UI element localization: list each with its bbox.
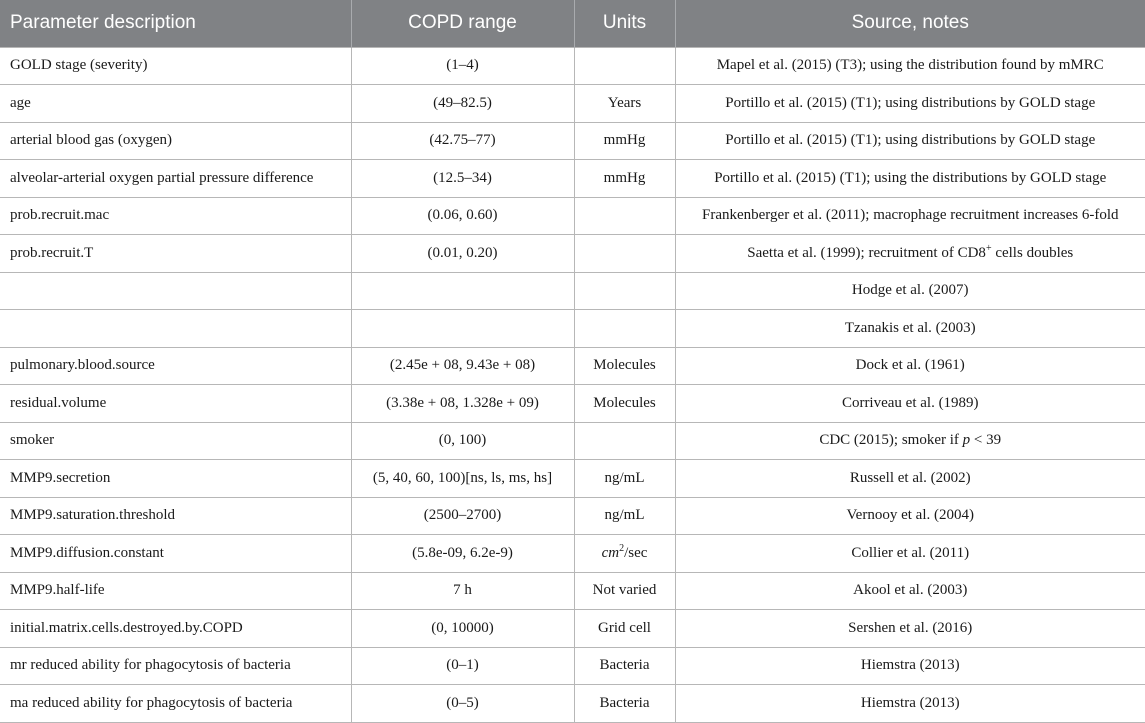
cell-range: (0, 10000) <box>351 610 574 648</box>
cell-units: Grid cell <box>574 610 675 648</box>
table-row <box>0 685 1145 723</box>
cell-units <box>574 235 675 273</box>
table-row <box>0 197 1145 235</box>
cell-units <box>574 535 675 573</box>
cell-range: (3.38e + 08, 1.328e + 09) <box>351 385 574 423</box>
cell-range: (5.8e-09, 6.2e-9) <box>351 535 574 573</box>
table-row <box>0 160 1145 198</box>
cell-parameter: smoker <box>0 422 351 460</box>
italic-p: p <box>962 432 971 449</box>
cell-units <box>574 310 675 348</box>
cell-parameter: mr reduced ability for phagocytosis of bacteria <box>0 647 351 685</box>
cell-parameter: prob.recruit.mac <box>0 197 351 235</box>
cell-source: Tzanakis et al. (2003) <box>675 310 1145 348</box>
header-row <box>0 0 1145 47</box>
units-cm: cm <box>601 544 620 561</box>
table-row <box>0 460 1145 498</box>
superscript-2: 2 <box>619 542 625 554</box>
cell-source <box>675 235 1145 273</box>
cell-range: (2500–2700) <box>351 497 574 535</box>
header-units: Units <box>574 0 675 47</box>
table-row <box>0 422 1145 460</box>
cell-range: 7 h <box>351 572 574 610</box>
cell-source: Sershen et al. (2016) <box>675 610 1145 648</box>
cell-parameter: initial.matrix.cells.destroyed.by.COPD <box>0 610 351 648</box>
source-text: < 39 <box>970 432 1002 449</box>
source-text: cells doubles <box>991 244 1074 261</box>
cell-source: Mapel et al. (2015) (T3); using the distribution found by mMRC <box>675 47 1145 85</box>
cell-source: Vernooy et al. (2004) <box>675 497 1145 535</box>
table-row <box>0 572 1145 610</box>
cell-parameter <box>0 272 351 310</box>
table-row <box>0 347 1145 385</box>
cell-parameter: age <box>0 85 351 123</box>
cell-units <box>574 47 675 85</box>
cell-parameter: ma reduced ability for phagocytosis of bacteria <box>0 685 351 723</box>
cell-source: Portillo et al. (2015) (T1); using distributions by GOLD stage <box>675 85 1145 123</box>
cell-source: Corriveau et al. (1989) <box>675 385 1145 423</box>
table-row <box>0 497 1145 535</box>
cell-units: Not varied <box>574 572 675 610</box>
cell-source: Portillo et al. (2015) (T1); using distributions by GOLD stage <box>675 122 1145 160</box>
table-row <box>0 235 1145 273</box>
cell-source: Hiemstra (2013) <box>675 647 1145 685</box>
cell-range: (0–1) <box>351 647 574 685</box>
cell-parameter: arterial blood gas (oxygen) <box>0 122 351 160</box>
cell-range: (0.06, 0.60) <box>351 197 574 235</box>
table-header <box>0 0 1145 47</box>
cell-units: Bacteria <box>574 647 675 685</box>
cell-source: Akool et al. (2003) <box>675 572 1145 610</box>
cell-units: Molecules <box>574 385 675 423</box>
cell-parameter: GOLD stage (severity) <box>0 47 351 85</box>
header-copd-range: COPD range <box>351 0 574 47</box>
cell-units: mmHg <box>574 160 675 198</box>
cell-range: (5, 40, 60, 100)[ns, ls, ms, hs] <box>351 460 574 498</box>
cell-source: Frankenberger et al. (2011); macrophage recruitment increases 6-fold <box>675 197 1145 235</box>
cell-parameter: pulmonary.blood.source <box>0 347 351 385</box>
cell-units: ng/mL <box>574 497 675 535</box>
table-row <box>0 272 1145 310</box>
cell-range: (0.01, 0.20) <box>351 235 574 273</box>
cell-parameter: MMP9.diffusion.constant <box>0 535 351 573</box>
cell-range <box>351 310 574 348</box>
header-parameter-description: Parameter description <box>0 0 351 47</box>
cell-units: mmHg <box>574 122 675 160</box>
cell-source: Portillo et al. (2015) (T1); using the distributions by GOLD stage <box>675 160 1145 198</box>
table-row <box>0 47 1145 85</box>
cell-source: Hiemstra (2013) <box>675 685 1145 723</box>
cell-units: Molecules <box>574 347 675 385</box>
table-body <box>0 47 1145 722</box>
cell-source: Dock et al. (1961) <box>675 347 1145 385</box>
cell-source: Collier et al. (2011) <box>675 535 1145 573</box>
table-row <box>0 535 1145 573</box>
cell-units <box>574 422 675 460</box>
cell-parameter: prob.recruit.T <box>0 235 351 273</box>
cell-units: Years <box>574 85 675 123</box>
cell-source <box>675 422 1145 460</box>
table-row <box>0 610 1145 648</box>
cell-range: (0–5) <box>351 685 574 723</box>
cell-range: (1–4) <box>351 47 574 85</box>
cell-range: (2.45e + 08, 9.43e + 08) <box>351 347 574 385</box>
table-row <box>0 385 1145 423</box>
table-row <box>0 647 1145 685</box>
cell-parameter: MMP9.secretion <box>0 460 351 498</box>
table-row <box>0 310 1145 348</box>
source-text: Saetta et al. (1999); recruitment of CD8 <box>747 244 986 261</box>
superscript-plus: + <box>985 242 992 254</box>
cell-parameter: MMP9.saturation.threshold <box>0 497 351 535</box>
cell-units: ng/mL <box>574 460 675 498</box>
units-per-sec: /sec <box>624 544 648 561</box>
table-row <box>0 122 1145 160</box>
cell-range: (42.75–77) <box>351 122 574 160</box>
cell-parameter <box>0 310 351 348</box>
cell-parameter: alveolar-arterial oxygen partial pressure difference <box>0 160 351 198</box>
cell-range: (49–82.5) <box>351 85 574 123</box>
header-source-notes: Source, notes <box>851 12 969 34</box>
cell-parameter: MMP9.half-life <box>0 572 351 610</box>
cell-units <box>574 272 675 310</box>
cell-units <box>574 197 675 235</box>
cell-source: Hodge et al. (2007) <box>675 272 1145 310</box>
source-text: CDC (2015); smoker if <box>819 432 963 449</box>
table-row <box>0 85 1145 123</box>
cell-range: (0, 100) <box>351 422 574 460</box>
cell-source: Russell et al. (2002) <box>675 460 1145 498</box>
cell-parameter: residual.volume <box>0 385 351 423</box>
cell-units: Bacteria <box>574 685 675 723</box>
cell-range: (12.5–34) <box>351 160 574 198</box>
cell-range <box>351 272 574 310</box>
